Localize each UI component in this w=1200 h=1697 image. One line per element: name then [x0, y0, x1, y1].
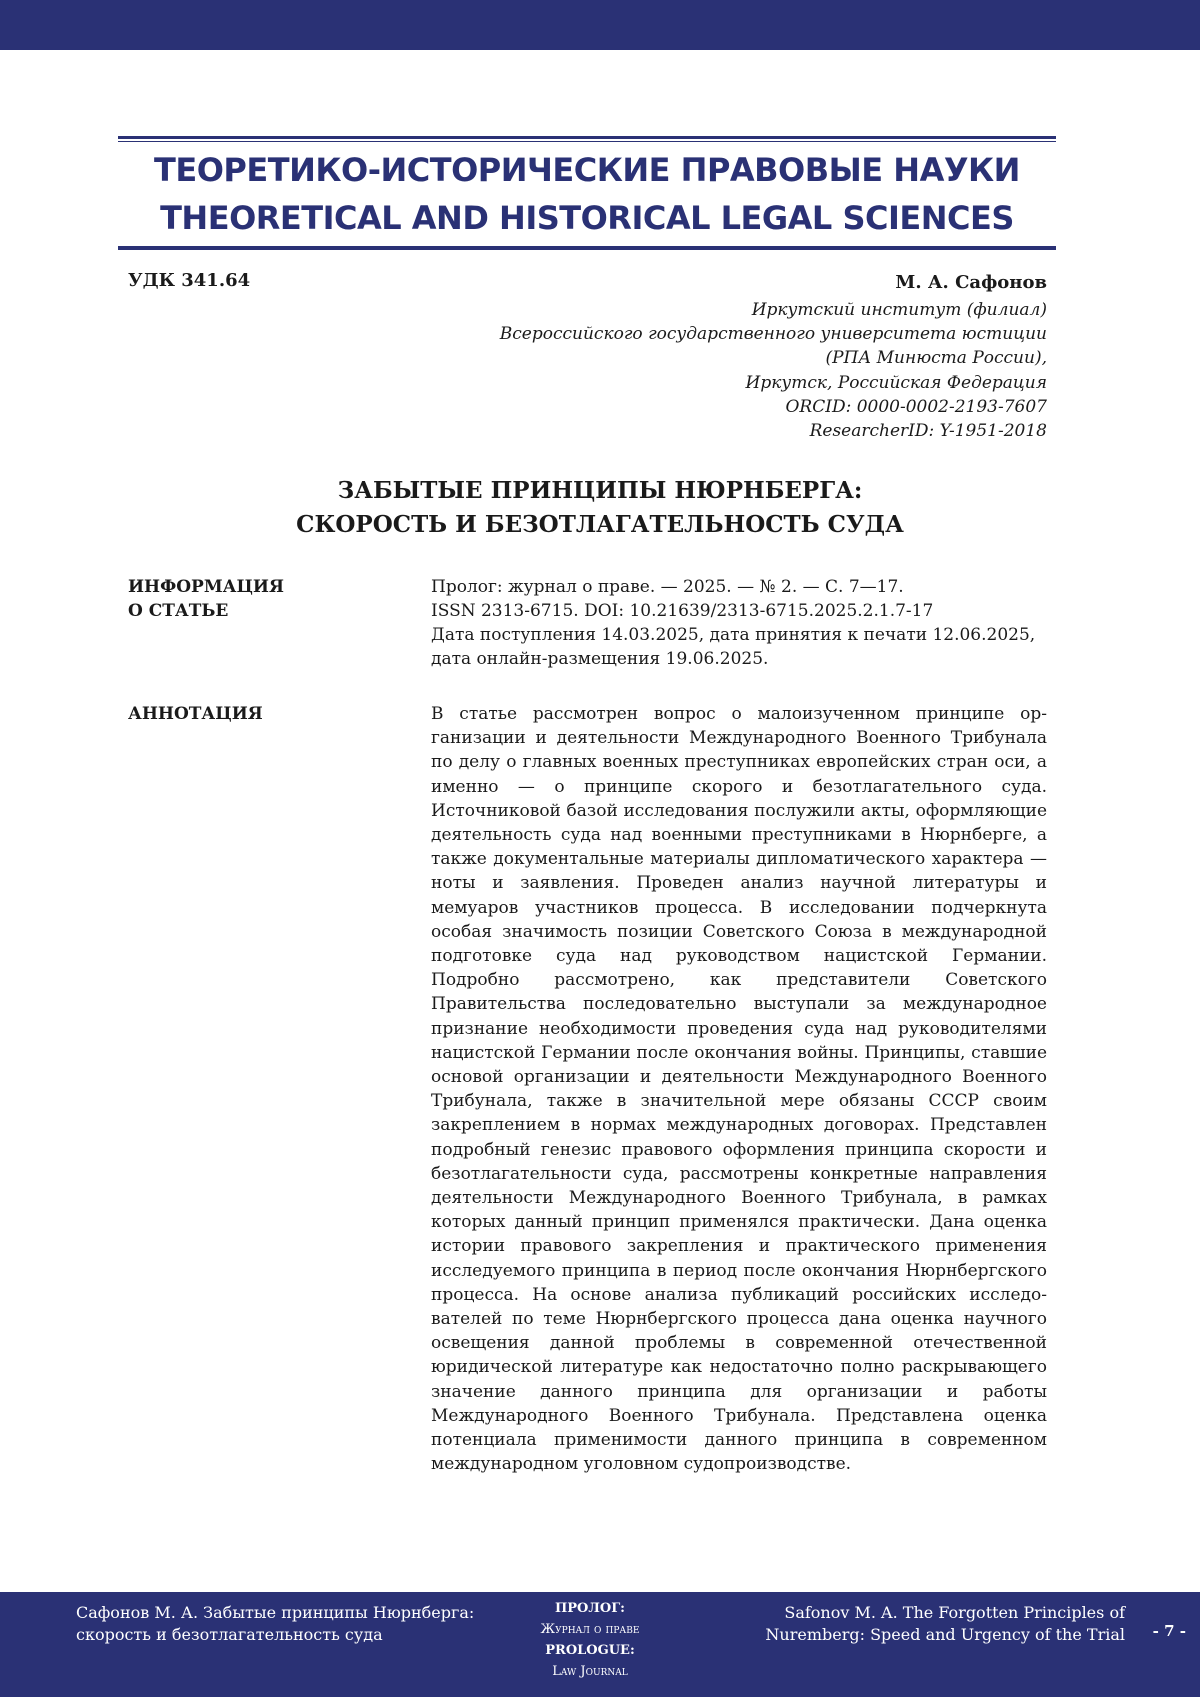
- journal-name-ru: ПРОЛОГ:: [555, 1601, 625, 1616]
- header-rule-top: [118, 136, 1056, 139]
- section-title-ru: ТЕОРЕТИКО-ИСТОРИЧЕСКИЕ ПРАВОВЫЕ НАУКИ: [154, 151, 1020, 189]
- article-title-line2: СКОРОСТЬ И БЕЗОТЛАГАТЕЛЬНОСТЬ СУДА: [296, 511, 904, 538]
- info-label-line2: О СТАТЬЕ: [128, 601, 229, 621]
- issn-doi-line: ISSN 2313-6715. DOI: 10.21639/2313-6715.2025.2.1.7-17: [431, 601, 934, 621]
- footer-citation-en: [745, 1602, 1125, 1646]
- journal-sub-ru: Журнал о праве: [540, 1622, 640, 1637]
- journal-name-en: PROLOGUE:: [545, 1643, 635, 1658]
- affiliation-line: Всероссийского государственного университета юстиции: [499, 324, 1047, 345]
- footer-citation-en-line2: Nuremberg: Speed and Urgency of the Trial: [765, 1625, 1125, 1644]
- dates-line: Дата поступления 14.03.2025, дата принятия к печати 12.06.2025,: [431, 625, 1036, 645]
- info-label-line1: ИНФОРМАЦИЯ: [128, 577, 284, 597]
- journal-sub-en: Law Journal: [552, 1664, 628, 1679]
- footer-citation-ru: [76, 1602, 476, 1646]
- online-date-line: дата онлайн-размещения 19.06.2025.: [431, 649, 769, 669]
- section-header: [118, 136, 1056, 250]
- footer-citation-ru-line2: скорость и безотлагательность суда: [76, 1625, 383, 1644]
- author-block: [347, 270, 1047, 443]
- affiliation-line: (РПА Минюста России),: [825, 348, 1047, 369]
- citation-line: Пролог: журнал о праве. — 2025. — № 2. — С. 7—17.: [431, 577, 904, 597]
- section-title-en: THEORETICAL AND HISTORICAL LEGAL SCIENCES: [160, 199, 1014, 237]
- info-label: [128, 575, 284, 623]
- udk-code: УДК 341.64: [128, 270, 251, 291]
- footer: [0, 1592, 1200, 1697]
- researcher-id: ResearcherID: Y-1951-2018: [809, 421, 1047, 442]
- top-band: [0, 0, 1200, 50]
- article-title: [150, 474, 1050, 542]
- footer-citation-ru-line1: Сафонов М. А. Забытые принципы Нюрнберга:: [76, 1603, 475, 1622]
- page-number: - 7 -: [1152, 1622, 1186, 1640]
- abstract-text: В статье рассмотрен вопрос о малоизученном принципе организации и деятельности Международного Военного Трибунала по делу о главных военных преступниках европейских стран оси, а именно — о принципе скорого и безотлагательного суда. Источниковой базой исследования послужили акты, оформляющие деятельность суда над военными преступниками в Нюрнберге, а также документальные материалы дипломатического характера — ноты и заявления. Проведен анализ научной литературы и мемуаров участников процесса. В исследовании подчеркнута особая значимость позиции Советского Союза в международной подготовке суда над руководством нацистской Германии. Подробно рассмотрено, как представители Советского Правительства последовательно выступали за международное признание необходимости проведения суда над руководителями нацистской Германии после окончания войны. Принципы, ставшие основой организации и деятельности Международного Военного Трибунала, также в значительной мере обязаны СССР своим закреплением в нормах международных договорах. Представлен подробный генезис правового оформления принципа скорости и безотлагательности суда, рассмотрены конкретные направления деятельности Международного Военного Трибунала, в рамках которых данный принцип применялся практически. Дана оценка истории правового закрепления и практического применения исследуемого принципа в период после окончания Нюрнбергского процесса. На основе анализа публикаций российских исследователей по теме Нюрнбергского процесса дана оценка научного освещения данной проблемы в современной отечественной юридической литературе как недостаточно полно раскрывающего значение данного принципа для организации и работы Международного Военного Трибунала. Представлена оценка потенциала применимости данного принципа в современном международном уголовном судопроизводстве.: [431, 704, 1047, 1475]
- author-name: М. А. Сафонов: [895, 272, 1047, 293]
- affiliation-line: Иркутск, Российская Федерация: [745, 372, 1047, 393]
- article-info: [431, 575, 1051, 671]
- footer-journal: [500, 1598, 680, 1682]
- orcid: ORCID: 0000-0002-2193-7607: [785, 396, 1047, 417]
- article-title-line1: ЗАБЫТЫЕ ПРИНЦИПЫ НЮРНБЕРГА:: [337, 477, 863, 504]
- affiliation-line: Иркутский институт (филиал): [751, 300, 1047, 320]
- header-rule-bottom: [118, 247, 1056, 250]
- footer-citation-en-line1: Safonov M. A. The Forgotten Principles of: [784, 1603, 1125, 1622]
- abstract-label: АННОТАЦИЯ: [128, 704, 263, 724]
